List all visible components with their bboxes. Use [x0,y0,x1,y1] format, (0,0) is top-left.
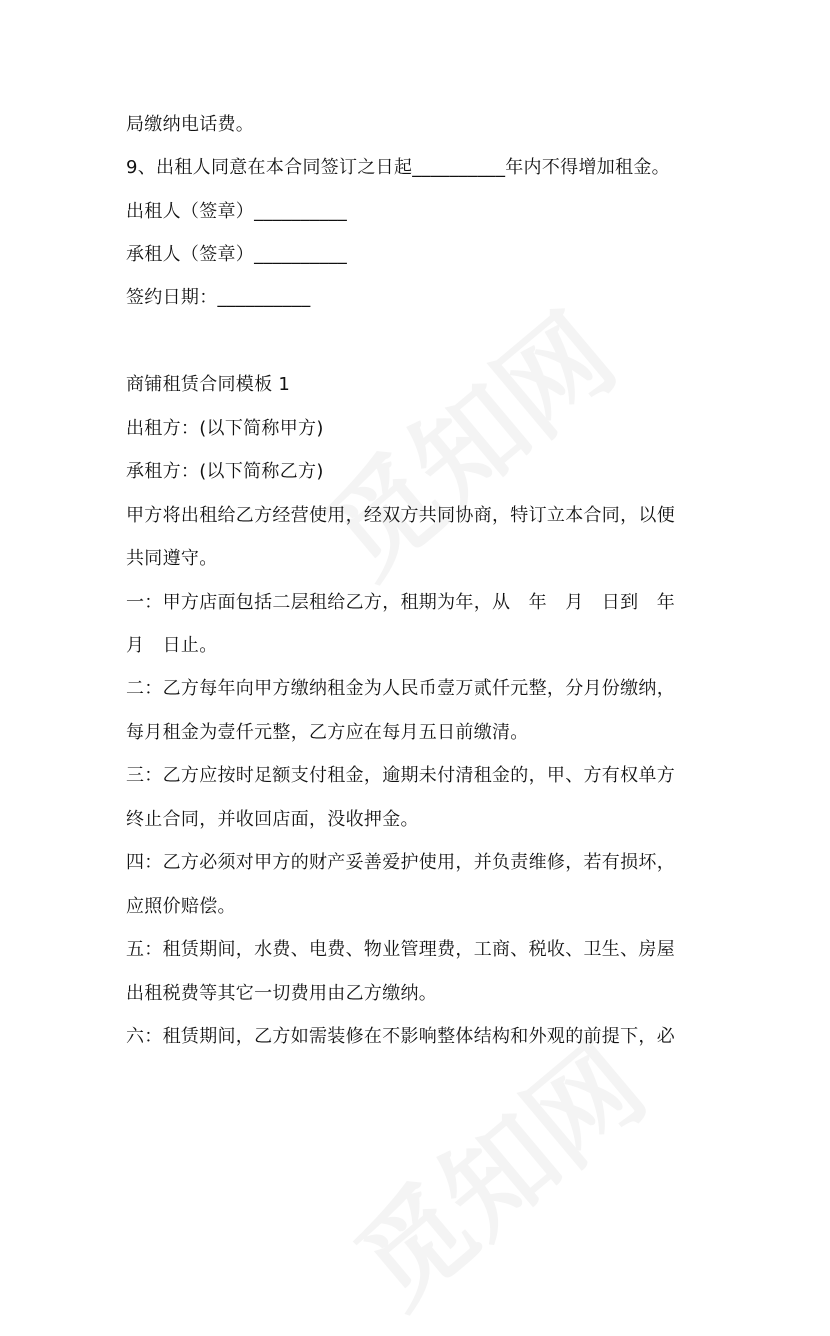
text-line: 五：租赁期间，水费、电费、物业管理费，工商、税收、卫生、房屋 [126,939,675,960]
text-line: 出租税费等其它一切费用由乙方缴纳。 [126,983,438,1004]
text-line: 三：乙方应按时足额支付租金，逾期未付清租金的，甲、方有权单方 [126,765,675,786]
watermark-bottom [318,1002,672,1335]
signature-lessor: 出租人（签章）__________ [126,201,348,222]
text-line: 甲方将出租给乙方经营使用，经双方共同协商，特订立本合同，以便 [126,505,675,526]
text-line: 四：乙方必须对甲方的财产妥善爱护使用，并负责维修，若有损坏， [126,852,675,873]
text-line: 局缴纳电话费。 [126,114,255,135]
text-line: 终止合同，并收回店面，没收押金。 [126,809,419,830]
text-line: 承租方：(以下简称乙方) [126,461,324,482]
text-line: 应照价赔偿。 [126,896,236,917]
text-line: 出租方：(以下简称甲方) [126,418,324,439]
sign-date: 签约日期：__________ [126,287,311,308]
text-line: 每月租金为壹仟元整，乙方应在每月五日前缴清。 [126,722,529,743]
section-title: 商铺租赁合同模板 1 [126,374,291,395]
text-line: 一：甲方店面包括二层租给乙方，租期为年，从 年 月 日到 年 [126,592,675,613]
text-line: 六：租赁期间，乙方如需装修在不影响整体结构和外观的前提下，必 [126,1026,675,1047]
text-line: 9、出租人同意在本合同签订之日起__________年内不得增加租金。 [126,157,670,178]
text-line: 月 日止。 [126,635,218,656]
signature-lessee: 承租人（签章）__________ [126,244,348,265]
text-line: 二：乙方每年向甲方缴纳租金为人民币壹万贰仟元整，分月份缴纳， [126,678,675,699]
text-line: 共同遵守。 [126,548,218,569]
